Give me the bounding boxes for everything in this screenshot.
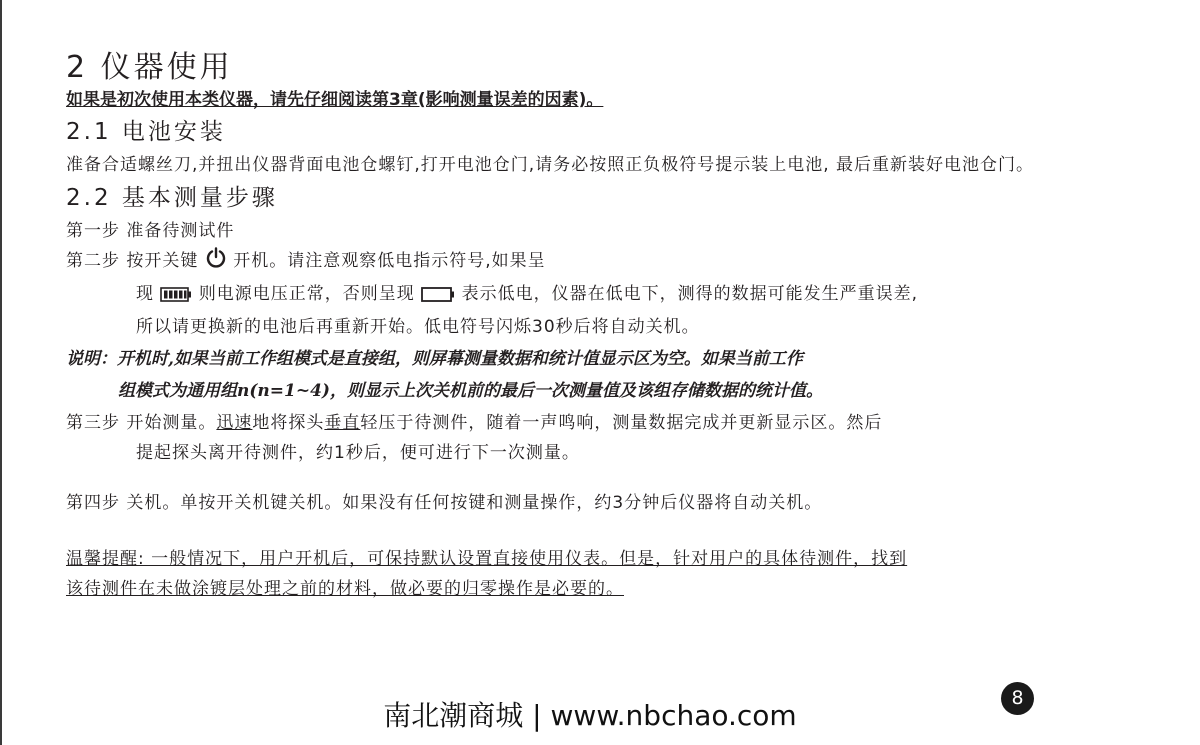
battery-install-heading: 2.1 电池安装: [66, 119, 226, 145]
step-2-line-3: 所以请更换新的电池后再重新开始。低电符号闪烁30秒后将自动关机。: [136, 317, 700, 337]
step-2-line-1: [66, 246, 1146, 279]
step-2-text-b: 开机。请注意观察低电指示符号,如果呈: [233, 251, 546, 271]
note-line-1: 说明：开机时,如果当前工作组模式是直接组，则屏幕测量数据和统计值显示区为空。如果当前工作: [66, 349, 803, 369]
step-3-line-1: [66, 408, 1146, 438]
tip-line-1: 温馨提醒: 一般情况下，用户开机后，可保持默认设置直接使用仪表。但是，针对用户的具体待测件，找到: [66, 549, 908, 569]
step-3-quick: 迅速: [216, 413, 253, 433]
tip-line-2: 该待测件在未做涂镀层处理之前的材料，做必要的归零操作是必要的。: [66, 579, 624, 599]
step-4: 第四步 关机。单按开关机键关机。如果没有任何按键和测量操作，约3分钟后仪器将自动关机。: [66, 493, 823, 513]
step-3-line-2: 提起探头离开待测件，约1秒后，便可进行下一次测量。: [136, 443, 580, 463]
step-3-text-a: 第三步 开始测量。: [66, 413, 217, 433]
step-2-line-2: [66, 279, 1146, 312]
step-2-text-d: 则电源电压正常，否则呈现: [198, 284, 415, 304]
basic-steps-heading: 2.2 基本测量步骤: [66, 185, 278, 211]
power-icon: [205, 247, 227, 279]
step-2-text-a: 第二步 按开关键: [66, 251, 199, 271]
step-2-text-e: 表示低电，仪器在低电下，测得的数据可能发生严重误差,: [461, 284, 919, 304]
battery-empty-icon: [421, 282, 455, 312]
first-use-warning: 如果是初次使用本类仪器，请先仔细阅读第3章(影响测量误差的因素)。: [66, 90, 604, 110]
section-title: 2 仪器使用: [66, 50, 233, 85]
step-2-text-c: 现: [136, 284, 154, 304]
step-3-vertical: 垂直: [324, 413, 361, 433]
battery-full-icon: [160, 282, 192, 312]
spacer: [66, 518, 1146, 544]
step-3-text-c: 轻压于待测件，随着一声鸣响，测量数据完成并更新显示区。然后: [360, 413, 883, 433]
step-3-text-b: 地将探头: [252, 413, 325, 433]
note-line-2: 组模式为通用组n(n=1~4)，则显示上次关机前的最后一次测量值及该组存储数据的统计值。: [118, 381, 823, 401]
page-number-badge: 8: [1001, 682, 1034, 715]
step-1: 第一步 准备待测试件: [66, 221, 235, 241]
page-edge-line: [0, 0, 2, 745]
spacer: [66, 468, 1146, 488]
manual-page: [66, 48, 1146, 604]
footer-watermark: 南北潮商城 | www.nbchao.com: [383, 699, 797, 732]
battery-install-text: 准备合适螺丝刀,并扭出仪器背面电池仓螺钉,打开电池仓门,请务必按照正负极符号提示装上电池, 最后重新装好电池仓门。: [66, 155, 1035, 175]
